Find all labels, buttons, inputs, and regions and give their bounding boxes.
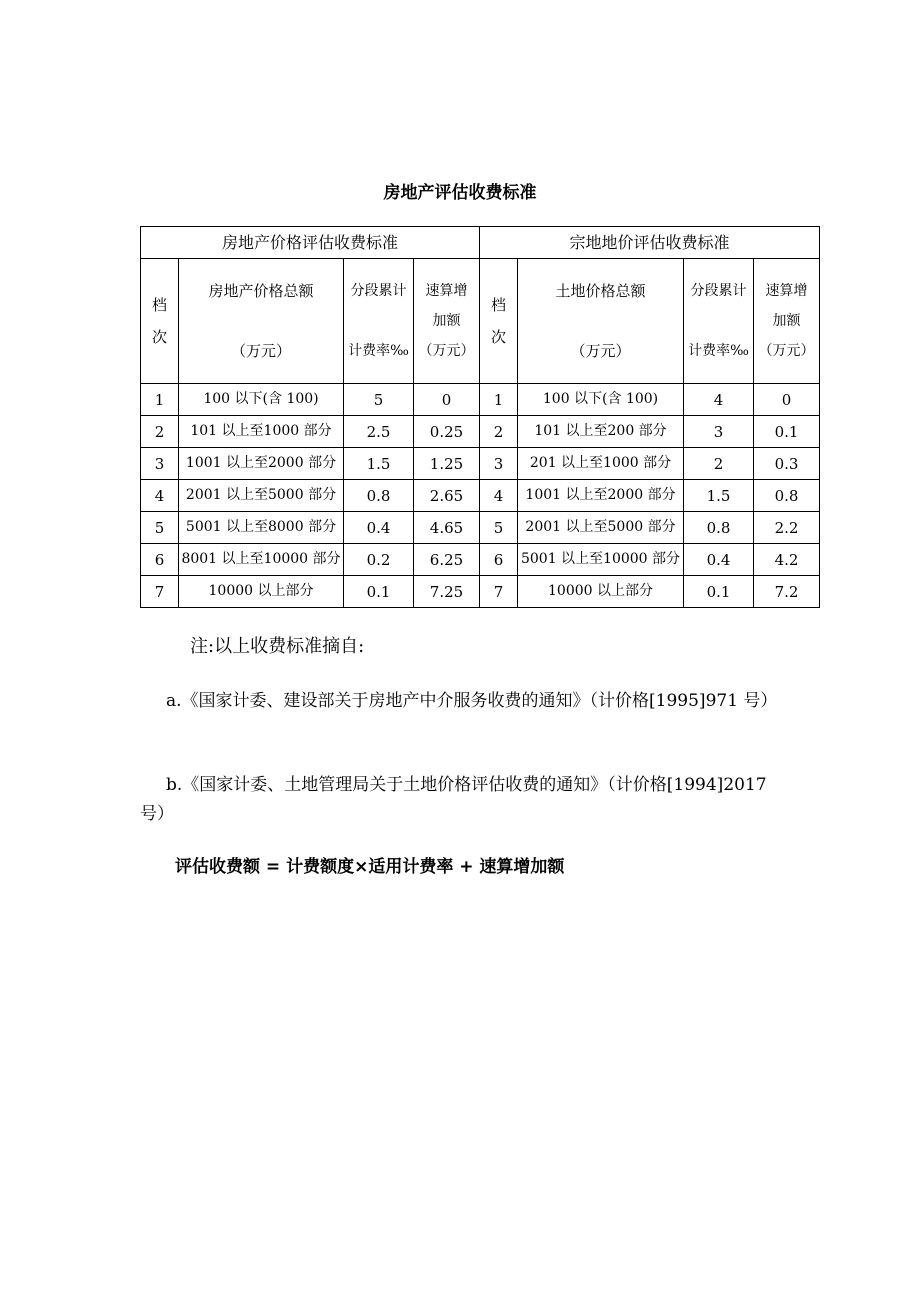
land-rate-cell: 2 [684,448,754,480]
land-rate-cell: 0.1 [684,576,754,608]
property-amount-cell: 100 以下(含 100) [179,384,344,416]
property-quick-add-cell: 2.65 [414,480,480,512]
quick-add-header-right: 速算增 加额 （万元） [754,259,820,384]
land-amount-cell: 5001 以上至10000 部分 [518,544,684,576]
grade-cell: 3 [141,448,179,480]
table-row [141,544,820,576]
property-amount-cell: 1001 以上至2000 部分 [179,448,344,480]
land-amount-header: 土地价格总额 （万元） [518,259,684,384]
land-quick-add-cell: 4.2 [754,544,820,576]
note-source-b-continued: 号） [140,804,174,824]
grade-header-left: 档 次 [141,259,179,384]
note-source-b: b.《国家计委、土地管理局关于土地价格评估收费的通知》（计价格[1994]2017 [166,775,767,795]
property-amount-cell: 101 以上至1000 部分 [179,416,344,448]
land-quick-add-cell: 7.2 [754,576,820,608]
property-quick-add-cell: 1.25 [414,448,480,480]
land-rate-cell: 3 [684,416,754,448]
property-rate-cell: 2.5 [344,416,414,448]
grade-cell: 3 [480,448,518,480]
property-quick-add-cell: 0 [414,384,480,416]
land-amount-cell: 101 以上至200 部分 [518,416,684,448]
table-row [141,416,820,448]
land-quick-add-cell: 0 [754,384,820,416]
quick-add-header-left: 速算增 加额 （万元） [414,259,480,384]
note-intro: 注:以上收费标准摘自: [190,636,365,657]
land-quick-add-cell: 0.1 [754,416,820,448]
grade-cell: 2 [141,416,179,448]
fee-formula: 评估收费额 = 计费额度×适用计费率 + 速算增加额 [175,857,565,877]
land-quick-add-cell: 0.3 [754,448,820,480]
property-rate-cell: 1.5 [344,448,414,480]
land-rate-cell: 4 [684,384,754,416]
right-group-header: 宗地地价评估收费标准 [480,227,820,259]
rate-header-right: 分段累计 计费率‰ [684,259,754,384]
fee-standard-table [140,226,820,608]
land-amount-cell: 100 以下(含 100) [518,384,684,416]
grade-cell: 6 [141,544,179,576]
property-rate-cell: 0.8 [344,480,414,512]
property-quick-add-cell: 7.25 [414,576,480,608]
grade-cell: 1 [480,384,518,416]
property-quick-add-cell: 4.65 [414,512,480,544]
land-amount-cell: 10000 以上部分 [518,576,684,608]
grade-cell: 2 [480,416,518,448]
land-amount-cell: 201 以上至1000 部分 [518,448,684,480]
property-amount-cell: 10000 以上部分 [179,576,344,608]
grade-cell: 5 [480,512,518,544]
grade-cell: 1 [141,384,179,416]
group-header-row [141,227,820,259]
property-rate-cell: 0.4 [344,512,414,544]
page-title: 房地产评估收费标准 [383,183,537,203]
property-amount-cell: 5001 以上至8000 部分 [179,512,344,544]
column-header-row [141,259,820,384]
land-rate-cell: 0.8 [684,512,754,544]
grade-cell: 4 [480,480,518,512]
land-rate-cell: 1.5 [684,480,754,512]
land-quick-add-cell: 0.8 [754,480,820,512]
grade-cell: 7 [141,576,179,608]
land-amount-cell: 2001 以上至5000 部分 [518,512,684,544]
property-rate-cell: 0.2 [344,544,414,576]
property-rate-cell: 0.1 [344,576,414,608]
grade-cell: 4 [141,480,179,512]
land-rate-cell: 0.4 [684,544,754,576]
property-amount-cell: 2001 以上至5000 部分 [179,480,344,512]
property-quick-add-cell: 0.25 [414,416,480,448]
land-amount-cell: 1001 以上至2000 部分 [518,480,684,512]
table-row [141,576,820,608]
property-rate-cell: 5 [344,384,414,416]
left-group-header: 房地产价格评估收费标准 [141,227,480,259]
grade-cell: 5 [141,512,179,544]
property-amount-cell: 8001 以上至10000 部分 [179,544,344,576]
note-source-a: a.《国家计委、建设部关于房地产中介服务收费的通知》（计价格[1995]971 号） [166,691,778,711]
rate-header-left: 分段累计 计费率‰ [344,259,414,384]
land-quick-add-cell: 2.2 [754,512,820,544]
table-row [141,480,820,512]
grade-header-right: 档 次 [480,259,518,384]
property-amount-header: 房地产价格总额 （万元） [179,259,344,384]
property-quick-add-cell: 6.25 [414,544,480,576]
table-row [141,384,820,416]
table-row [141,512,820,544]
table-row [141,448,820,480]
grade-cell: 7 [480,576,518,608]
grade-cell: 6 [480,544,518,576]
